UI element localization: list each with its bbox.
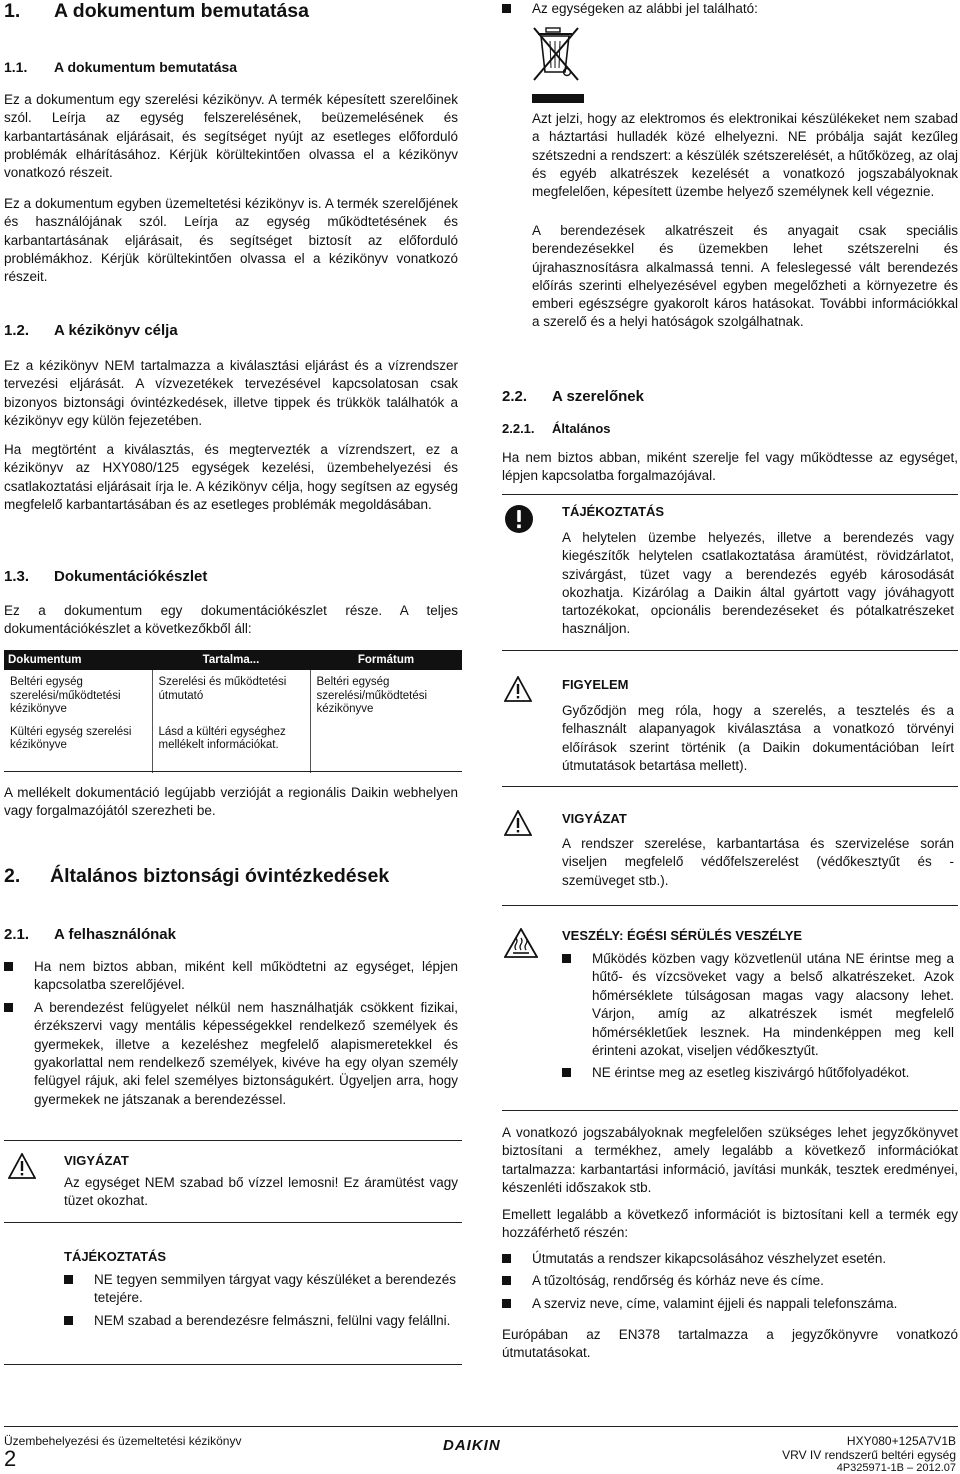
- veszely-title: VESZÉLY: ÉGÉSI SÉRÜLÉS VESZÉLYE: [562, 928, 803, 943]
- weee-bar: [532, 94, 584, 103]
- tajekoztatas-title: TÁJÉKOZTATÁS: [562, 504, 665, 519]
- footer-model: HXY080+125A7V1B: [846, 1434, 956, 1448]
- note-rule-top: [502, 494, 958, 495]
- figyelem-title: FIGYELEM: [562, 677, 629, 692]
- heading-1-3: 1.3. Dokumentációkészlet: [4, 568, 208, 585]
- table-cell: Kültéri egység szerelési kézikönyve: [10, 725, 132, 751]
- list-item: Ha nem biztos abban, miként kell működtetni az egységet, lépjen kapcsolatba szerelőjével.: [4, 958, 458, 995]
- footer-manual-title: Üzembehelyezési és üzemeltetési kézikönyv: [4, 1434, 242, 1448]
- documentation-table: [4, 650, 462, 773]
- s12-paragraph-2: Ha megtörtént a kiválasztás, és megtervezték a vízrendszert, ez a kézikönyv az HXY080/125 egységek kezelési, üzembehelyezési és csatlakoztatási eljárásait írja le. A kézikönyv célja, hogy segítsen az egység megfelelő karbantartásában és az esetleges problémák megoldásában.: [4, 442, 458, 512]
- warning-triangle-icon: [504, 810, 532, 836]
- s11-paragraph-2: Ez a dokumentum egyben üzemeltetési kézikönyv is. A termék szerelőjének és használójának szól. Leírja az egység működtetésének és karbantartásának eljárásait, és segítséget biztosít az előforduló problémákhoz. Kérjük körültekintően olvassa el a kézikönyv vonatkozó részeit.: [4, 196, 458, 285]
- note-rule-bottom: [502, 1110, 958, 1111]
- note-rule-bottom: [4, 1222, 462, 1223]
- list-item: Útmutatás a rendszer kikapcsolásához vészhelyzet esetén.: [502, 1250, 958, 1268]
- table-cell: Szerelési és működtetési útmutató: [152, 670, 310, 720]
- weee-bin-icon: [532, 24, 582, 88]
- list-item: NE tegyen semmilyen tárgyat vagy készüléket a berendezés tetejére.: [64, 1271, 456, 1308]
- warning-triangle-icon: [504, 676, 532, 702]
- page-number: 2: [4, 1446, 17, 1471]
- heading-1: 1. A dokumentum bemutatása: [4, 0, 309, 22]
- s12-paragraph-1: Ez a kézikönyv NEM tartalmazza a kiválasztási eljárást és a vízrendszer tervezési eljárását. A vízvezetékek tervezésével kapcsolatosan csak bizonyos biztonsági óvintézkedések, illetve tippek és trükkök találhatók a kézikönyv egy külön fejezetében.: [4, 358, 458, 428]
- s13-paragraph-2: A mellékelt dokumentáció legújabb verzióját a regionális Daikin webhelyen vagy forgalmazójától szerezheti be.: [4, 785, 458, 819]
- note-rule-bottom: [4, 1364, 462, 1365]
- table-cell: Beltéri egység szerelési/működtetési kézikönyve: [10, 676, 121, 715]
- weee-paragraph-1: Azt jelzi, hogy az elektromos és elektronikai készülékeket nem szabad a háztartási hulladék közé elhelyezni. NE próbálja saját kezűleg szétszedni a rendszert: a készülék szétszerelését, a hűtőközeg, az olaj és egyéb alkatrészek kezelését a vonatkozó jogszabályoknak megfelelően, képesített üzembe helyező személynek kell végeznie.: [532, 111, 958, 200]
- note-rule-bottom: [502, 650, 958, 651]
- vigyazat-title: VIGYÁZAT: [64, 1153, 129, 1168]
- hot-surface-icon: [504, 928, 538, 958]
- vigyazat-text: A rendszer szerelése, karbantartása és szervizelése során viseljen megfelelő védőfelszerelést (védőkesztyűt és -szemüveget stb.).: [562, 836, 954, 888]
- note-rule-bottom: [502, 905, 958, 906]
- europa-paragraph: Európában az EN378 tartalmazza a jegyzőkönyvre vonatkozó útmutatásokat.: [502, 1327, 958, 1361]
- figyelem-text: Győződjön meg róla, hogy a szerelés, a tesztelés és a felhasznált alapanyagok kiválasztása a vonatkozó törvényi előírások szerint történik (a Daikin dokumentációban leírt útmutatások betartása mellett).: [562, 703, 954, 773]
- vigyazat-text: Az egységet NEM szabad bő vízzel lemosni! Ez áramütést vagy tüzet okozhat.: [64, 1175, 458, 1209]
- list-item: A tűzoltóság, rendőrség és kórház neve és címe.: [502, 1272, 958, 1290]
- daikin-logo: DAIKIN: [443, 1437, 501, 1454]
- list-item: Az egységeken az alábbi jel található:: [502, 0, 960, 18]
- info-bullet-list: [502, 1250, 958, 1313]
- s13-paragraph-1: Ez a dokumentum egy dokumentációkészlet része. A teljes dokumentációkészlet a következőkből áll:: [4, 603, 458, 637]
- table-row: [4, 670, 462, 720]
- heading-2-2: 2.2. A szerelőnek: [502, 388, 644, 405]
- info-exclamation-icon: [504, 504, 534, 534]
- table-header-cell: Dokumentum: [4, 650, 152, 670]
- list-item: NEM szabad a berendezésre felmászni, felülni vagy felállni.: [64, 1312, 456, 1330]
- list-item: A berendezést felügyelet nélkül nem használhatják csökkent fizikai, érzékszervi vagy mentális képességekkel rendelkező személyek és gyermekek, illetve a kezeléshez megfelelő alapismeretekkel és gyakorlattal nem rendelkező személyek, kivéve ha egy olyan személy felügyel rájuk, aki felel személyes biztonságukért. Ügyeljen arra, hogy gyermekek ne játszanak a berendezéssel.: [4, 999, 458, 1109]
- vigyazat-title: VIGYÁZAT: [562, 811, 627, 826]
- note-rule-top: [4, 1140, 462, 1141]
- right-column: [502, 0, 958, 1361]
- tajekoztatas-title: TÁJÉKOZTATÁS: [64, 1249, 167, 1264]
- heading-2-2-1: 2.2.1. Általános: [502, 421, 611, 436]
- s221-paragraph: Ha nem biztos abban, miként szerelje fel vagy működtesse az egységet, lépjen kapcsolatba forgalmazójával.: [502, 450, 958, 484]
- table-cell: Beltéri egység szerelési/működtetési kézikönyve: [310, 670, 462, 773]
- footer-product: VRV IV rendszerű beltéri egység: [782, 1448, 956, 1462]
- list-item: NE érintse meg az esetleg kiszivárgó hűtőfolyadékot.: [562, 1064, 954, 1082]
- emellett-paragraph: Emellett legalább a következő információt is biztosítani kell a termék egy hozzáférhető részén:: [502, 1207, 958, 1241]
- heading-2: 2. Általános biztonsági óvintézkedések: [4, 865, 390, 887]
- table-header-cell: Tartalma...: [152, 650, 310, 670]
- footer-rule: [4, 1426, 958, 1427]
- weee-paragraph-2: A berendezések alkatrészeit és anyagait csak speciális berendezésekkel és üzemekben lehet szétszerelni és újrahasznosításra alkalmassá tenni. A feleslegessé vált berendezés előírás szerinti elhelyezésével egyben megelőzheti a környezetre és emberi egészségre gyakorolt káros hatásokat. További információkkal a szerelő és a helyi hatóságok szolgálhatnak.: [532, 223, 958, 330]
- table-header-row: [4, 650, 462, 670]
- tajekoztatas-list: [64, 1271, 456, 1330]
- warning-triangle-icon: [8, 1153, 36, 1179]
- tajekoztatas-text: A helytelen üzembe helyezés, illetve a berendezés vagy kiegészítők helytelen csatlakoztatása áramütést, rövidzárlatot, szivárgást, tüzet vagy a berendezés egyéb károsodását okozhatja. Kizárólag a Daikin által gyártott vagy jóváhagyott tartozékokat, opcionális berendezéseket és pótalkatrészeket használjon.: [562, 530, 954, 637]
- list-item: Működés közben vagy közvetlenül utána NE érintse meg a hűtő- és vízcsöveket vagy a belső alkatrészeket. Azok hőmérséklete túlságosan magas vagy alacsony lehet. Várjon, amíg az alkatrészek ismét megfelelő hőmérsékletűek lesznek. Ha mindenképpen meg kell érinteni azokat, viseljen védőkesztyűt.: [562, 950, 954, 1060]
- heading-1-2: 1.2. A kézikönyv célja: [4, 322, 178, 339]
- list-item: A szerviz neve, címe, valamint éjjeli és nappali telefonszáma.: [502, 1295, 958, 1313]
- table-bottom-rule: [4, 771, 462, 772]
- veszely-list: [562, 950, 954, 1083]
- s21-bullet-list: [4, 958, 458, 1109]
- s11-paragraph-1: Ez a dokumentum egy szerelési kézikönyv. A termék képesített szerelőinek szól. Leírja az egység felszerelésének, beüzemelésének és karbantartásának eljárásait, és segítséget nyújt az esetleges előforduló problémák elhárításához. Kérjük körültekintően olvassa el a kézikönyv vonatkozó részeit.: [4, 92, 458, 181]
- note-rule-bottom: [502, 786, 958, 787]
- heading-1-1: 1.1. A dokumentum bemutatása: [4, 59, 238, 75]
- heading-2-1: 2.1. A felhasználónak: [4, 926, 176, 943]
- footer-code: 4P325971-1B – 2012.07: [836, 1462, 956, 1474]
- jegyzokonyv-paragraph: A vonatkozó jogszabályoknak megfelelően szükséges lehet jegyzőkönyvet biztosítani a termékhez, amely legalább a következő információkat tartalmazza: karbantartási információ, javítási munkák, tesztek eredményei, készenléti időszakok stb.: [502, 1125, 958, 1195]
- table-cell: Lásd a kültéri egységhez mellékelt információkat.: [152, 720, 310, 773]
- table-header-cell: Formátum: [310, 650, 462, 670]
